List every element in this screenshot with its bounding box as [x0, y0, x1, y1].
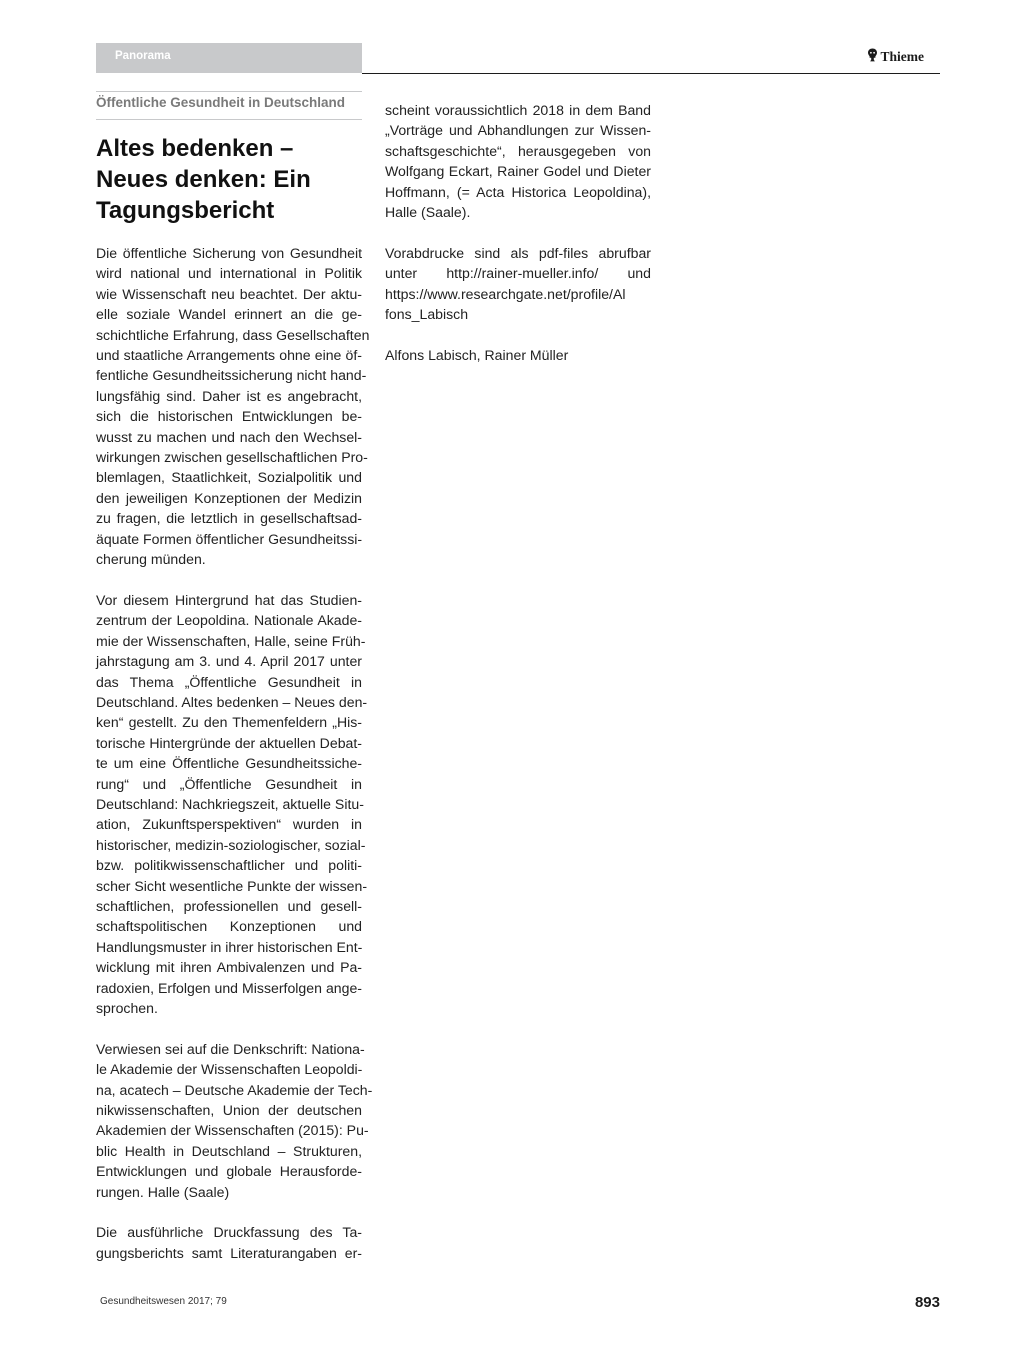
text-line: Alfons Labisch, Rainer Müller: [385, 346, 569, 363]
paragraph: [96, 1222, 362, 1263]
text-line: rung“ und „Öffentliche Gesundheit in: [96, 775, 362, 792]
text-line: Vor diesem Hintergrund hat das Studien-: [96, 591, 362, 608]
text-line: wie Wissenschaft neu beachtet. Der aktu-: [96, 285, 362, 302]
text-line: zentrum der Leopoldina. Nationale Akade-: [96, 612, 362, 629]
text-line: blemlagen, Staatlichkeit, Sozialpolitik und: [96, 469, 362, 486]
text-line: das Thema „Öffentliche Gesundheit in: [96, 673, 362, 690]
paragraph: [385, 243, 651, 325]
paragraph: [96, 590, 368, 1019]
thieme-logo-icon: [867, 48, 878, 66]
text-line: Deutschland. Altes bedenken – Neues den-: [96, 693, 368, 710]
text-line: rungen. Halle (Saale): [96, 1183, 230, 1200]
text-line: fons_Labisch: [385, 306, 469, 323]
section-label: Panorama: [115, 50, 171, 62]
right-text-column: [385, 100, 651, 386]
text-line: Akademien der Wissenschaften (2015): Pu-: [96, 1122, 369, 1139]
text-line: mie der Wissenschaften, Halle, seine Früh-: [96, 632, 366, 649]
text-line: sprochen.: [96, 1000, 158, 1017]
publisher-logo: [867, 48, 925, 66]
text-line: sich die historischen Entwicklungen be-: [96, 408, 362, 425]
paragraph: [96, 243, 370, 570]
text-line: blic Health in Deutschland – Strukturen,: [96, 1142, 362, 1159]
page-number: 893: [914, 1294, 940, 1311]
text-line: Deutschland: Nachkriegszeit, aktuelle Situ-: [96, 795, 364, 812]
text-line: und staatliche Arrangements ohne eine öf-: [96, 347, 362, 364]
text-line: bzw. politikwissenschaftlicher und politi-: [96, 857, 362, 874]
text-line: den jeweiligen Konzeptionen der Medizin: [96, 489, 362, 506]
text-line: Die ausführliche Druckfassung des Ta-: [96, 1224, 362, 1241]
text-line: Halle (Saale).: [385, 204, 471, 221]
rubric-bottom-rule: [96, 119, 362, 120]
text-line: fentliche Gesundheitssicherung nicht hand-: [96, 367, 367, 384]
text-line: schichtliche Erfahrung, dass Gesellschaften: [96, 326, 370, 343]
text-line: lungsfähig sind. Daher ist es angebracht,: [96, 387, 362, 404]
text-line: schaftlichen, professionellen und gesell-: [96, 897, 362, 914]
journal-citation: Gesundheitswesen 2017; 79: [100, 1296, 227, 1307]
text-line: te um eine Öffentliche Gesundheitssiche-: [96, 755, 362, 772]
header-rule: [362, 73, 940, 74]
section-header-bar: [96, 43, 362, 73]
text-line: nikwissenschaften, Union der deutschen: [96, 1102, 362, 1119]
title-line: Altes bedenken –: [96, 135, 294, 162]
text-line: „Vorträge und Abhandlungen zur Wissen-: [385, 122, 651, 139]
text-line: wirkungen zwischen gesellschaftlichen Pro-: [96, 449, 368, 466]
text-line: le Akademie der Wissenschaften Leopoldi-: [96, 1061, 363, 1078]
text-line: zu fragen, die letztlich in gesellschaftsad-: [96, 510, 362, 527]
text-line: unter http://rainer-mueller.info/ und: [385, 265, 651, 282]
paragraph: [385, 100, 651, 222]
text-line: äquate Formen öffentlicher Gesundheitssi-: [96, 530, 363, 547]
text-line: gungsberichts samt Literaturangaben er-: [96, 1244, 362, 1261]
title-line: Tagungsbericht: [96, 197, 275, 224]
text-line: radoxien, Erfolgen und Misserfolgen ange-: [96, 979, 362, 996]
text-line: schaftsgeschichte“, herausgegeben von: [385, 142, 651, 159]
paragraph: [96, 1039, 373, 1202]
publisher-name: Thieme: [880, 49, 924, 64]
text-line: scheint voraussichtlich 2018 in dem Band: [385, 102, 651, 118]
left-text-column: [96, 243, 373, 1284]
article-title: [96, 133, 362, 226]
text-line: Verwiesen sei auf die Denkschrift: Nationa-: [96, 1040, 365, 1057]
text-line: wird national und international in Politik: [96, 265, 362, 282]
text-line: wicklung mit ihren Ambivalenzen und Pa-: [96, 959, 362, 976]
title-line: Neues denken: Ein: [96, 166, 311, 193]
text-line: jahrstagung am 3. und 4. April 2017 unter: [96, 653, 362, 670]
text-line: Entwicklungen und globale Herausforde-: [96, 1163, 362, 1180]
paragraph: [385, 345, 651, 365]
text-line: scher Sicht wesentliche Punkte der wissen-: [96, 877, 368, 894]
text-line: ken“ gestellt. Zu den Themenfeldern „His-: [96, 714, 362, 731]
text-line: na, acatech – Deutsche Akademie der Tech-: [96, 1081, 373, 1098]
text-line: Hoffmann, (= Acta Historica Leopoldina),: [385, 183, 651, 200]
text-line: wusst zu machen und nach den Wechsel-: [96, 428, 362, 445]
article-rubric: Öffentliche Gesundheit in Deutschland: [96, 95, 346, 110]
text-line: https://www.researchgate.net/profile/Al: [385, 285, 626, 302]
text-line: ation, Zukunftsperspektiven“ wurden in: [96, 816, 362, 833]
text-line: schaftspolitischen Konzeptionen und: [96, 918, 362, 935]
text-line: historischer, medizin-soziologischer, sozial-: [96, 836, 366, 853]
text-line: elle soziale Wandel erinnert an die ge-: [96, 306, 362, 323]
text-line: Vorabdrucke sind als pdf-files abrufbar: [385, 244, 651, 261]
text-line: cherung münden.: [96, 551, 206, 568]
text-line: torische Hintergründe der aktuellen Debat-: [96, 734, 362, 751]
text-line: Handlungsmuster in ihrer historischen Ent-: [96, 938, 363, 955]
text-line: Die öffentliche Sicherung von Gesundheit: [96, 245, 362, 261]
text-line: Wolfgang Eckart, Rainer Godel und Dieter: [385, 163, 651, 180]
rubric-top-rule: [96, 91, 362, 92]
